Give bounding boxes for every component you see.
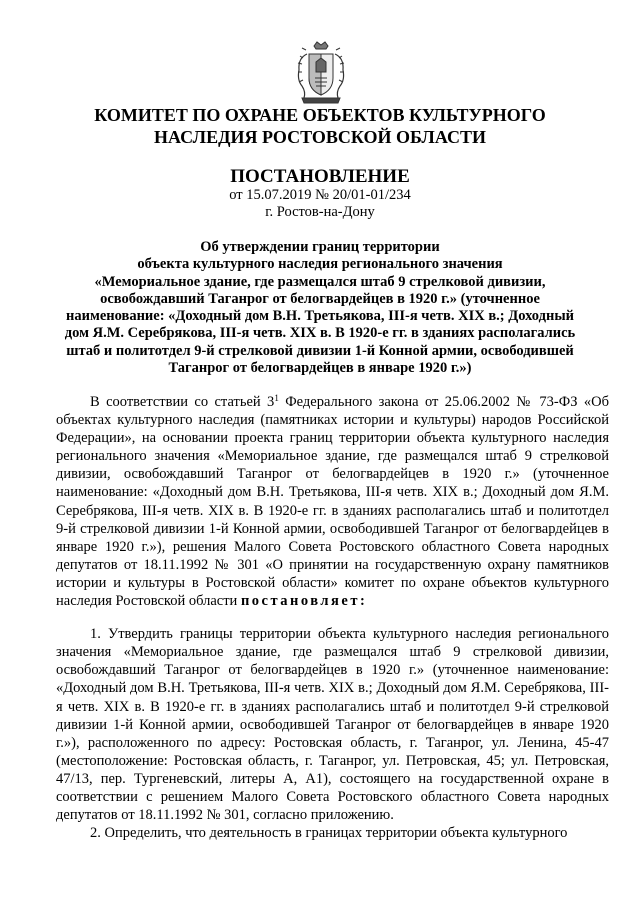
coat-of-arms-icon	[294, 40, 348, 106]
document-meta	[40, 187, 600, 221]
paragraph-gap	[56, 610, 609, 625]
document-title	[60, 239, 580, 377]
resolves-word: постановляет:	[240, 593, 368, 610]
title-line: наименование: «Доходный дом В.Н. Третьякова, III-я четв. XIX в.; Доходный	[65, 308, 575, 325]
title-line: Об утверждении границ территории	[200, 239, 440, 255]
issuing-organization	[40, 104, 600, 148]
title-line: штаб и политотдел 9-й стрелковой дивизии 1-й Конной армии, освободившей	[66, 342, 574, 359]
document-type: ПОСТАНОВЛЕНИЕ	[230, 166, 410, 187]
clause-1: 1. Утвердить границы территории объекта культурного наследия регионального значения «Мемориальное здание, где размещался штаб 9 стрелковой дивизии, освобождавший Таганрог от белогвардейцев в 1920 г.» (уточненное наименование: «Доходный дом В.Н. Третьякова, III-я четв. XIX в.; Доходный дом Я.М. Серебрякова, III-я четв. XIX в. В 1920-е гг. в зданиях располагались штаб и политотдел 9-й стрелковой дивизии 1-й Конной армии, освободившей Таганрог от белогвардейцев в январе 1920 г.»), расположенного по адресу: Ростовская область, г. Таганрог, ул. Ленина, 45-47 (местоположение: Ростовская область, г. Таганрог, ул. Петровская, 45; ул. Петровская, 47/13, пер. Тургеневский, литеры А, А1), состоящего на государственной охране в соответствии с решением Малого Совета Ростовского областного Совета народных депутатов от 18.11.1992 № 301, согласно приложению.	[56, 626, 609, 824]
org-line-1: КОМИТЕТ ПО ОХРАНЕ ОБЪЕКТОВ КУЛЬТУРНОГО	[94, 105, 546, 125]
preamble-text: Федерального закона от 25.06.2002 № 73-ФЗ «Об объектах культурного наследия (памятниках истории и культуры) народов Российской Федерации», на основании проекта границ территории объекта культурного наследия регионального значения «Мемориальное здание, где размещался штаб 9 стрелковой дивизии, освобождавший Таганрог от белогвардейцев в 1920 г.» (уточненное наименование: «Доходный дом В.Н. Третьякова, III-я четв. XIX в.; Доходный дом Я.М. Серебрякова, III-я четв. XIX в. В 1920-е гг. в зданиях располагались штаб и политотдел 9-й стрелковой дивизии 1-й Конной армии, освободившей Таганрог от белогвардейцев в январе 1920 г.»), решения Малого Совета Ростовского областного Совета народных депутатов от 18.11.1992 № 301 «О принятии на государственную охрану памятников истории и культуры в Ростовской области» комитет по охране объектов культурного наследия Ростовской области	[56, 394, 609, 610]
city: г. Ростов-на-Дону	[265, 204, 375, 220]
title-line: освобождавший Таганрог от белогвардейцев в 1920 г.» (уточненное	[100, 290, 540, 307]
article-superscript: 1	[274, 393, 279, 403]
title-line: Таганрог от белогвардейцев в январе 1920 г.»)	[168, 360, 472, 377]
title-line: объекта культурного наследия регионального значения	[137, 256, 503, 273]
preamble-start: В соответствии со статьей 3	[90, 394, 275, 410]
date-number: от 15.07.2019 № 20/01-01/234	[229, 187, 411, 203]
title-line: «Мемориальное здание, где размещался штаб 9 стрелковой дивизии,	[94, 273, 546, 290]
org-line-2: НАСЛЕДИЯ РОСТОВСКОЙ ОБЛАСТИ	[154, 127, 486, 147]
title-line: дом Я.М. Серебрякова, III-я четв. XIX в. В 1920-е гг. в зданиях располагались	[64, 325, 576, 342]
document-body	[56, 393, 609, 842]
preamble-paragraph	[56, 393, 609, 610]
clause-2: 2. Определить, что деятельность в границах территории объекта культурного	[90, 825, 568, 842]
